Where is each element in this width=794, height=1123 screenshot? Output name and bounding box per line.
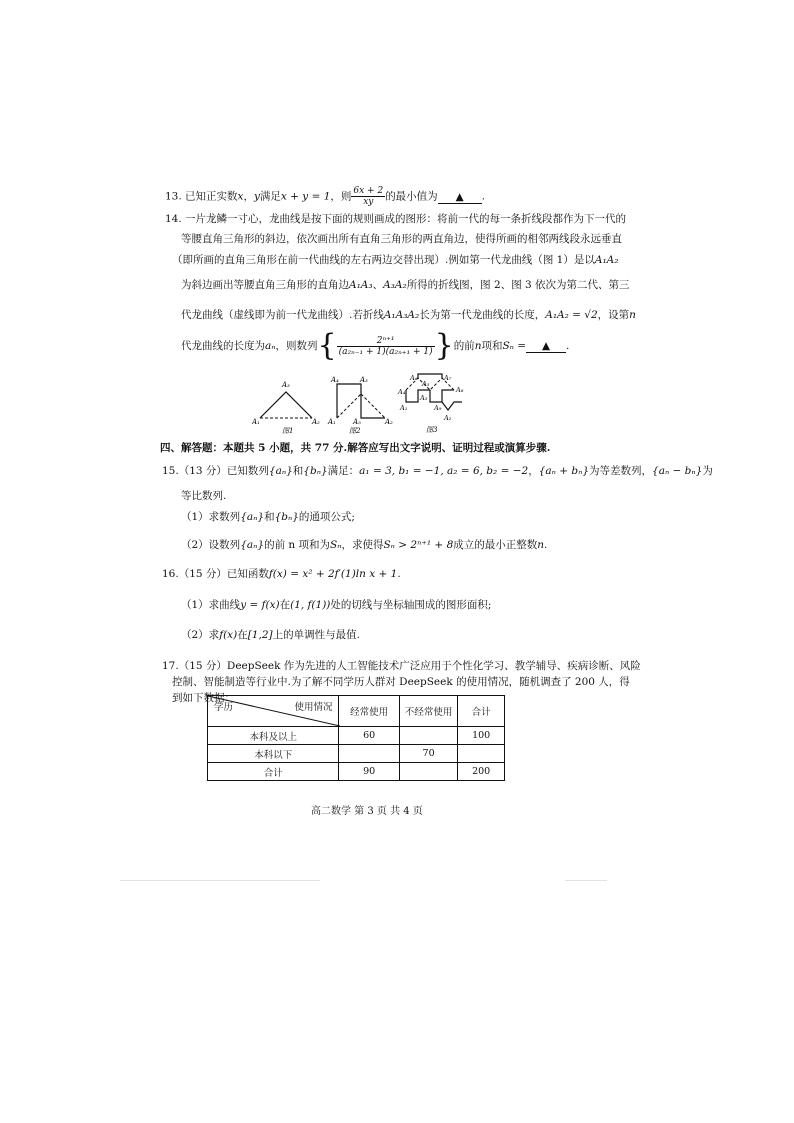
table-cell: 100: [458, 727, 505, 745]
fig2-label-a1: A₁: [328, 418, 336, 426]
figure-2: [327, 376, 395, 434]
fig3-label-a6: A₆: [410, 374, 418, 382]
q14-line3: （即所画的直角三角形在前一代曲线的左右两边交替出现）.例如第一代龙曲线（图 1）是以A₁A₂: [172, 254, 619, 266]
fig2-label-a5: A₅: [353, 418, 361, 426]
q14-line1: 14. 一片龙鳞一寸心，龙曲线是按下面的规则画成的图形：将前一代的每一条折线段都作为下一代的: [165, 213, 627, 225]
q13-number: 13.: [165, 190, 182, 203]
table-header-cell: 不经常使用: [399, 696, 457, 727]
q15-line2: 等比数列.: [181, 490, 227, 502]
q14-number: 14.: [165, 213, 182, 225]
scan-divider-left: [120, 880, 320, 881]
q15-part1: （1）求数列{aₙ}和{bₙ}的通项公式;: [181, 511, 355, 523]
scan-divider-right: [565, 880, 607, 881]
fig3-label-a1: A₁: [400, 404, 408, 412]
fig3-label-a9: A₉: [434, 404, 442, 412]
q13-answer-blank: ▲: [438, 191, 482, 204]
q14-line5: 代龙曲线（虚线即为前一代龙曲线）.若折线A₁A₃A₂长为第一代龙曲线的长度，A₁A₂ = √2，设第n: [181, 309, 636, 321]
fig2-label-a2: A₂: [385, 418, 393, 426]
q14-line4: 为斜边画出等腰直角三角形的直角边A₁A₃、A₃A₂所得的折线图，图 2、图 3 依次为第二代、第三: [181, 279, 630, 291]
table-cell: 60: [339, 727, 399, 745]
q16-line1: 16.（15 分）已知函数f(x) = x² + 2f′(1)ln x + 1.: [162, 568, 401, 580]
table-cell: [458, 745, 505, 763]
fig2-caption: 图2: [349, 427, 361, 434]
figure-3: [396, 372, 474, 434]
fig1-label-a3: A₃: [282, 381, 290, 389]
fig3-label-a2: A₂: [444, 414, 452, 422]
fig3-label-a8: A₈: [456, 386, 464, 394]
table-cell: 70: [399, 745, 457, 763]
fig3-label-a7: A₇: [444, 374, 452, 382]
q17-line1: 17.（15 分）DeepSeek 作为先进的人工智能技术广泛应用于个性化学习、教学辅导、疾病诊断、风险: [162, 660, 641, 672]
table-cell: [399, 763, 457, 781]
table-row-label: 合计: [208, 763, 339, 781]
table-corner-cell: 学历 使用情况: [208, 696, 339, 727]
fig3-caption: 图3: [426, 426, 438, 434]
q16-number: 16.: [162, 568, 179, 580]
q14-sequence-fraction: $\frac{\text{2ⁿ⁺¹}}{\text{(a₂ₙ₋₁ + 1)(a₂ₙ₊₁ + 1)}}$: [338, 335, 433, 357]
q17-number: 17.: [162, 660, 179, 672]
table-header-cell: 合计: [458, 696, 505, 727]
fig1-label-a2: A₂: [312, 418, 320, 426]
q13-fraction: $\frac{6x + 2}{xy}$: [353, 186, 384, 207]
q14-line2: 等腰直角三角形的斜边，依次画出所有直角三角形的两直角边，使得所画的相邻两线段永远垂直: [181, 233, 622, 245]
fig2-label-a3: A₃: [360, 376, 368, 384]
fig3-label-a5: A₅: [422, 380, 430, 388]
figure-1: [252, 378, 324, 434]
fig2-label-a4: A₄: [331, 376, 339, 384]
q16-part1: （1）求曲线y = f(x)在(1, f(1))处的切线与坐标轴围成的图形面积;: [181, 599, 492, 611]
page-footer: 高二数学 第 3 页 共 4 页: [311, 806, 423, 817]
q15-number: 15.: [162, 465, 179, 477]
table-cell: [339, 745, 399, 763]
q16-part2: （2）求f(x)在[1,2]上的单调性与最值.: [181, 629, 360, 641]
q15-line1: 15.（13 分）已知数列{aₙ}和{bₙ}满足：a₁ = 3, b₁ = −1, a₂ = 6, b₂ = −2，{aₙ + bₙ}为等差数列，{aₙ − bₙ}为: [162, 465, 713, 477]
table-row: [208, 763, 505, 781]
q13-line: 13. 已知正实数x，y满足x + y = 1，则 $\frac{6x + 2}{xy}$ 的最小值为 ▲ .: [165, 186, 486, 207]
table-row-label: 本科以下: [208, 745, 339, 763]
table-header-row: [208, 696, 505, 727]
fig3-label-a4: A₄: [398, 388, 406, 396]
left-brace-icon: {: [317, 328, 337, 363]
right-brace-icon: }: [434, 328, 454, 363]
q15-part2: （2）设数列{aₙ}的前 n 项和为Sₙ，求使得Sₙ > 2ⁿ⁺¹ + 8成立的最小正整数n.: [181, 539, 548, 551]
section4-heading: 四、解答题：本题共 5 小题，共 77 分.解答应写出文字说明、证明过程或演算步骤.: [160, 442, 551, 454]
usage-table: [207, 695, 505, 781]
table-cell: 200: [458, 763, 505, 781]
table-cell: [399, 727, 457, 745]
table-cell: 90: [339, 763, 399, 781]
q17-line2: 控制、智能制造等行业中.为了解不同学历人群对 DeepSeek 的使用情况，随机调查了 200 人，得: [172, 676, 630, 688]
q14-answer-blank: ▲: [526, 340, 566, 353]
fig1-caption: 图1: [282, 427, 294, 434]
table-row-label: 本科及以上: [208, 727, 339, 745]
q14-line6: 代龙曲线的长度为aₙ，则数列{ $\frac{\text{2ⁿ⁺¹}}{\text{(a₂ₙ₋₁ + 1)(a₂ₙ₊₁ + 1)}}$ }的前n项和Sₙ = ▲ .: [181, 328, 570, 363]
table-row: [208, 727, 505, 745]
q17-line3: 到如下数据：: [172, 692, 235, 704]
table-row: [208, 745, 505, 763]
table-header-cell: 经常使用: [339, 696, 399, 727]
fig1-label-a1: A₁: [252, 418, 260, 426]
fig3-label-a3: A₃: [420, 394, 428, 402]
q13-condition: x + y = 1: [280, 190, 331, 203]
